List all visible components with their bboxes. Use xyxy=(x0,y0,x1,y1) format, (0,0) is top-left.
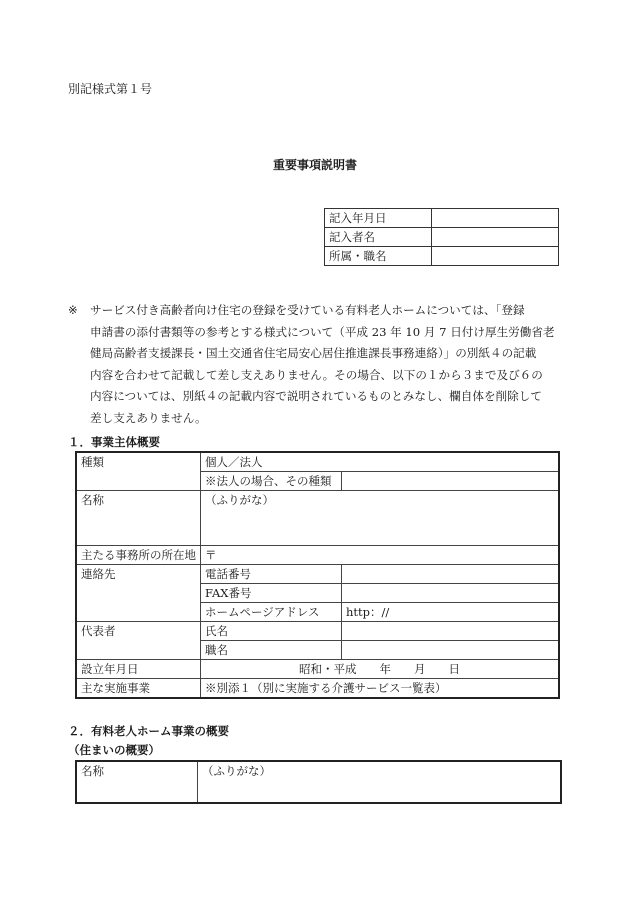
entry-person-label: 記入者名 xyxy=(325,228,432,247)
rep-title-label: 職名 xyxy=(201,641,342,660)
furigana-label: （ふりがな） xyxy=(205,493,274,507)
entry-date-field[interactable] xyxy=(432,209,559,228)
business-entity-table xyxy=(75,451,560,699)
contact-label: 連絡先 xyxy=(76,565,201,622)
corp-type-field[interactable] xyxy=(342,472,560,491)
table-row xyxy=(76,679,559,699)
table-row xyxy=(76,452,559,472)
residence-name-field[interactable] xyxy=(198,761,562,803)
table-row xyxy=(76,761,561,803)
table-row xyxy=(76,660,559,679)
furigana-label: （ふりがな） xyxy=(202,764,271,778)
fax-field[interactable] xyxy=(342,584,560,603)
main-business-field[interactable]: ※別添１（別に実施する介護サービス一覧表） xyxy=(201,679,560,699)
fax-label: FAX番号 xyxy=(201,584,342,603)
table-row xyxy=(325,247,559,266)
rep-name-field[interactable] xyxy=(342,622,560,641)
entry-date-label: 記入年月日 xyxy=(325,209,432,228)
phone-field[interactable] xyxy=(342,565,560,584)
section2-subheading: （住まいの概要） xyxy=(68,743,160,757)
office-address-field[interactable] xyxy=(201,546,560,565)
table-row xyxy=(76,565,559,584)
name-label: 名称 xyxy=(76,491,201,546)
table-row xyxy=(76,491,559,546)
office-address-label: 主たる事務所の所在地 xyxy=(76,546,201,565)
note-line: サービス付き高齢者向け住宅の登録を受けている有料老人ホームについては、「登録 xyxy=(90,303,525,317)
affiliation-field[interactable] xyxy=(432,247,559,266)
homepage-field[interactable]: http：// xyxy=(342,603,560,622)
page-title: 重要事項説明書 xyxy=(272,158,357,172)
established-label: 設立年月日 xyxy=(76,660,201,679)
entry-info-table xyxy=(324,208,559,266)
residence-name-label: 名称 xyxy=(76,761,198,803)
note-line: 内容を合わせて記載して差し支えありません。その場合、以下の１から３まで及び６の xyxy=(90,367,543,382)
homepage-label: ホームページアドレス xyxy=(201,603,342,622)
note-line: 内容については、別紙４の記載内容で説明されているものとみなし、欄自体を削除して xyxy=(90,389,542,403)
note-mark: ※ xyxy=(68,303,78,317)
established-field[interactable]: 昭和・平成 年 月 日 xyxy=(201,660,560,679)
postal-mark: 〒 xyxy=(205,548,217,562)
rep-title-field[interactable] xyxy=(342,641,560,660)
section1-heading: １．事業主体概要 xyxy=(68,435,160,449)
form-number: 別記様式第１号 xyxy=(68,82,153,96)
name-field[interactable] xyxy=(201,491,560,546)
entry-person-field[interactable] xyxy=(432,228,559,247)
corp-type-label: ※法人の場合、その種類 xyxy=(201,472,342,491)
note-line: 申請書の添付書類等の参考とする様式について（平成 23 年 10 月 7 日付け厚生労働省老 xyxy=(90,324,555,339)
main-business-label: 主な実施事業 xyxy=(76,679,201,699)
table-row xyxy=(325,209,559,228)
table-row xyxy=(76,622,559,641)
type-label: 種類 xyxy=(76,452,201,491)
residence-overview-table xyxy=(75,760,562,804)
table-row xyxy=(325,228,559,247)
note-line: 差し支えありません。 xyxy=(90,410,207,425)
table-row xyxy=(76,546,559,565)
representative-label: 代表者 xyxy=(76,622,201,660)
note-line: 健局高齢者支援課長・国土交通省住宅局安心居住推進課長事務連絡）」の別紙４の記載 xyxy=(90,346,537,360)
type-value[interactable]: 個人／法人 xyxy=(201,452,560,472)
note-block xyxy=(68,300,564,429)
section2-heading: ２．有料老人ホーム事業の概要 xyxy=(68,724,229,738)
affiliation-label: 所属・職名 xyxy=(325,247,432,266)
phone-label: 電話番号 xyxy=(201,565,342,584)
rep-name-label: 氏名 xyxy=(201,622,342,641)
